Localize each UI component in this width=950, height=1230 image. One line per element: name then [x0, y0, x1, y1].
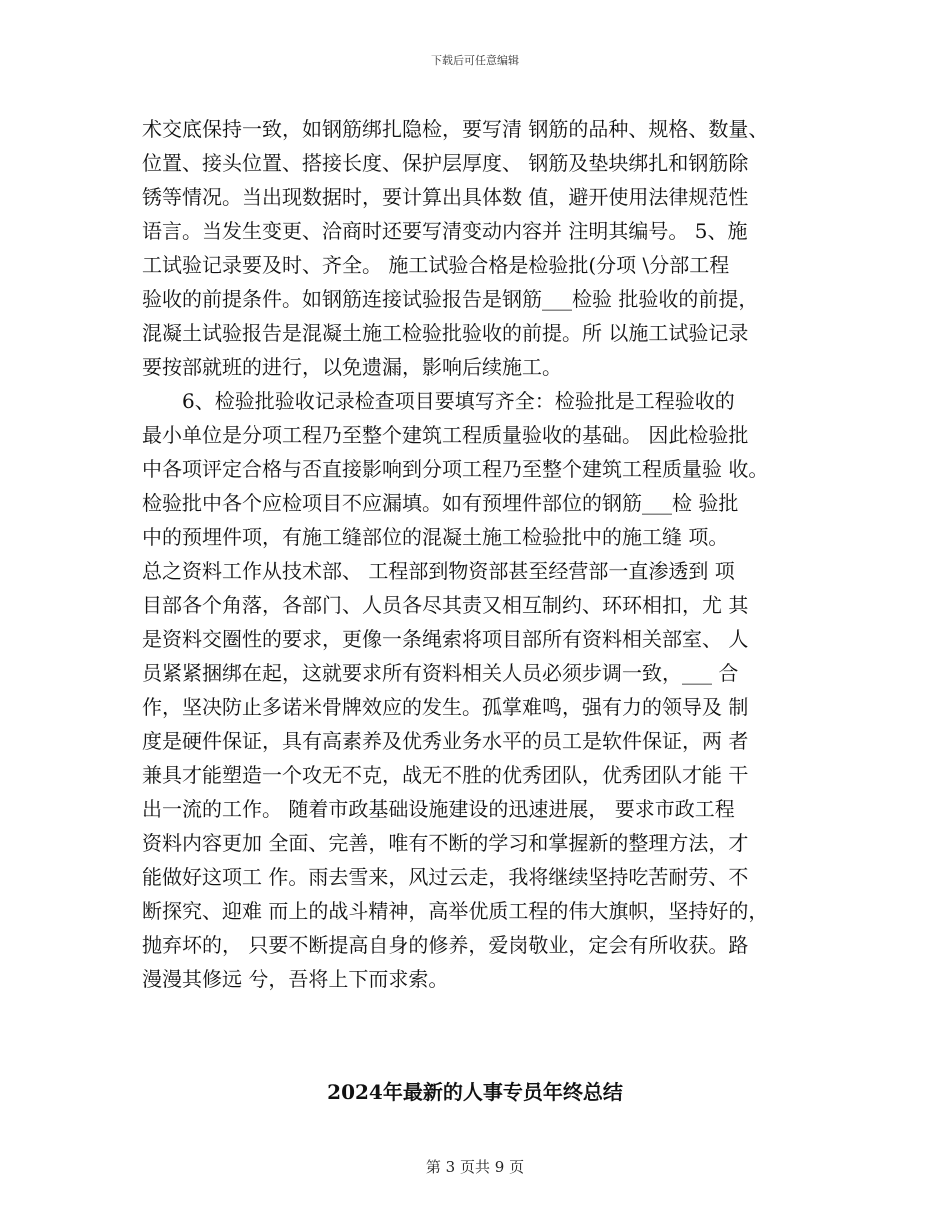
- text-line: 总之资料工作从技术部、 工程部到物资部甚至经营部一直渗透到 项: [142, 559, 735, 583]
- text-line: 混凝土试验报告是混凝土施工检验批验收的前提。所 以施工试验记录: [142, 321, 749, 345]
- text-line: 是资料交圈性的要求，更像一条绳索将项目部所有资料相关部室、 人: [142, 627, 749, 651]
- text-line: 资料内容更加 全面、完善，唯有不断的学习和掌握新的整理方法，才: [142, 831, 749, 855]
- text-line: 术交底保持一致，如钢筋绑扎隐检，要写清 钢筋的品种、规格、数量、: [142, 117, 769, 141]
- text-line: 语言。当发生变更、洽商时还要写清变动内容并 注明其编号。 5、施: [142, 219, 748, 243]
- text-line: 最小单位是分项工程乃至整个建筑工程质量验收的基础。 因此检验批: [142, 423, 749, 447]
- text-line: 工试验记录要及时、齐全。 施工试验合格是检验批(分项 \分部工程: [142, 253, 730, 277]
- page-header: 下载后可任意编辑: [431, 54, 519, 67]
- document-body: [142, 112, 822, 996]
- text-line: 目部各个角落，各部门、人员各尽其责又相互制约、环环相扣，尤 其: [142, 593, 749, 617]
- text-line: 检验批中各个应检项目不应漏填。如有预埋件部位的钢筋___检 验批: [142, 491, 739, 515]
- text-line: 位置、接头位置、搭接长度、保护层厚度、 钢筋及垫块绑扎和钢筋除: [142, 151, 749, 175]
- text-line: 中的预埋件项，有施工缝部位的混凝土施工检验批中的施工缝 项。: [142, 525, 729, 549]
- text-line: 断探究、迎难 而上的战斗精神，高举优质工程的伟大旗帜，坚持好的，: [142, 899, 769, 923]
- text-line: 要按部就班的进行，以免遗漏，影响后续施工。: [142, 355, 562, 379]
- text-line: 中各项评定合格与否直接影响到分项工程乃至整个建筑工程质量验 收。: [142, 457, 769, 481]
- text-line: 6、检验批验收记录检查项目要填写齐全：检验批是工程验收的: [182, 389, 735, 413]
- text-line: 验收的前提条件。如钢筋连接试验报告是钢筋___检验 批验收的前提，: [142, 287, 759, 311]
- text-line: 兼具才能塑造一个攻无不克，战无不胜的优秀团队，优秀团队才能 干: [142, 763, 749, 787]
- text-line: 抛弃坏的， 只要不断提高自身的修养，爱岗敬业，定会有所收获。路: [142, 933, 749, 957]
- text-line: 度是硬件保证，具有高素养及优秀业务水平的员工是软件保证，两 者: [142, 729, 749, 753]
- page-footer: 第 3 页共 9 页: [425, 1158, 525, 1176]
- text-line: 出一流的工作。 随着市政基础设施建设的迅速进展， 要求市政工程: [142, 797, 735, 821]
- text-line: 锈等情况。当出现数据时，要计算出具体数 值，避开使用法律规范性: [142, 185, 749, 209]
- text-line: 能做好这项工 作。雨去雪来，风过云走，我将继续坚持吃苦耐劳、不: [142, 865, 749, 889]
- text-line: 作，坚决防止多诺米骨牌效应的发生。孤掌难鸣，强有力的领导及 制: [142, 695, 749, 719]
- next-section-title: 2024年最新的人事专员年终总结: [327, 1080, 623, 1104]
- text-line: 漫漫其修远 兮，吾将上下而求索。: [142, 967, 449, 991]
- text-line: 员紧紧捆绑在起，这就要求所有资料相关人员必须步调一致，___ 合: [142, 661, 739, 685]
